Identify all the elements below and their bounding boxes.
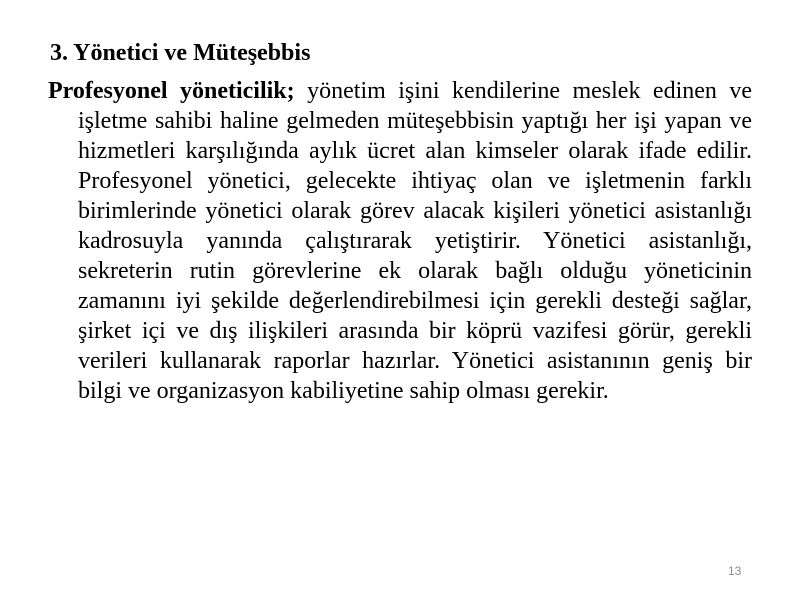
body-text: yönetim işini kendilerine meslek edinen ve işletme sahibi haline gelmeden müteşebbisin yaptığı her işi yapan ve hizmetleri karşılığında aylık ücret alan kimseler olarak ifade edilir. Profesyonel yönetici, gelecekte ihtiyaç olan ve işletmenin farklı birimlerinde yönetici olarak görev alacak kişileri yönetici asistanlığı kadrosuyla yanında çalıştırarak yetiştirir. Yönetici asistanlığı, sekreterin rutin görevlerine ek olarak bağlı olduğu yöneticinin zamanını iyi şekilde değerlendirebilmesi için gerekli desteği sağlar, şirket içi ve dış ilişkileri arasında bir köprü vazifesi görür, gerekli verileri kullanarak raporlar hazırlar. Yönetici asistanının geniş bir bilgi ve organizasyon kabiliyetine sahip olması gerekir. (78, 78, 753, 404)
term-label: Profesyonel yöneticilik; (48, 78, 295, 104)
page-number: 13 (728, 564, 742, 578)
slide-heading: 3. Yönetici ve Müteşebbis (50, 40, 311, 66)
body-paragraph (48, 76, 752, 406)
